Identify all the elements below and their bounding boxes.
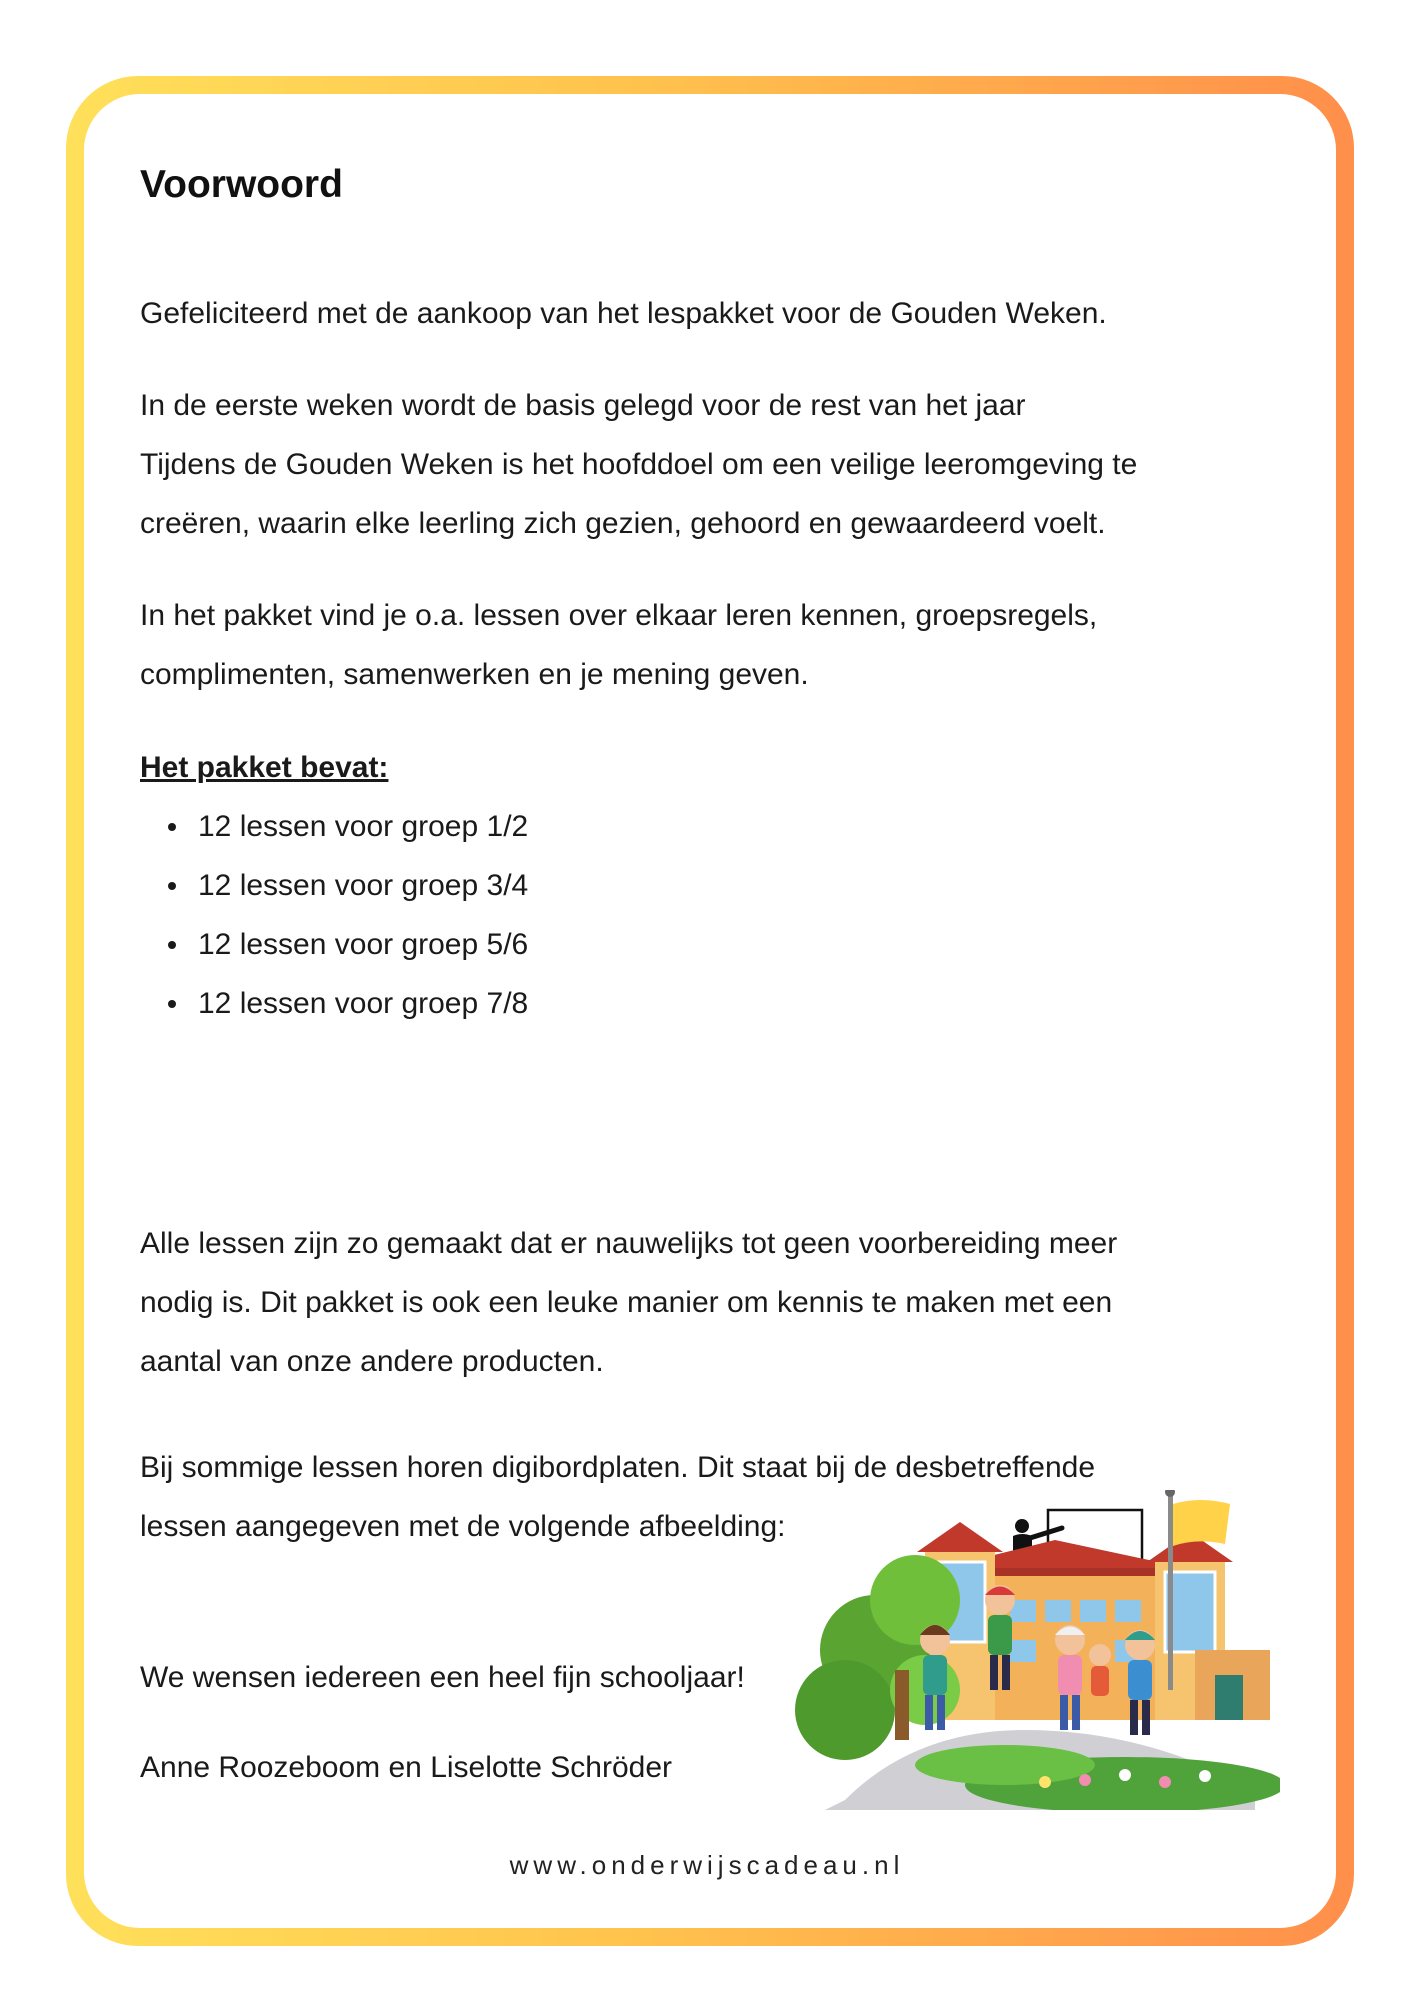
page-title: Voorwoord — [140, 163, 343, 206]
list-item — [140, 797, 528, 856]
document-content — [140, 158, 1270, 1784]
list-item-text: 12 lessen voor groep 5/6 — [198, 928, 529, 961]
paragraph-line: Anne Roozeboom en Liselotte Schröder — [140, 1751, 673, 1784]
paragraph-preparation — [140, 1214, 1117, 1391]
paragraph-line: nodig is. Dit pakket is ook een leuke manier om kennis te maken met een — [140, 1286, 1113, 1319]
paragraph-line: We wensen iedereen een heel fijn schooljaar! — [140, 1661, 745, 1694]
list-item-text: 12 lessen voor groep 7/8 — [198, 987, 529, 1020]
paragraph-line: Alle lessen zijn zo gemaakt dat er nauwelijks tot geen voorbereiding meer — [140, 1227, 1118, 1260]
footer-website: www.onderwijscadeau.nl — [509, 1850, 905, 1880]
paragraph-package-contents — [140, 586, 1097, 704]
paragraph-intro — [140, 284, 1107, 343]
bullet-icon — [168, 823, 176, 831]
paragraph-line: Tijdens de Gouden Weken is het hoofddoel om een veilige leeromgeving te — [140, 448, 1138, 481]
paragraph-golden-weeks — [140, 376, 1137, 553]
list-item — [140, 974, 528, 1033]
paragraph-line: Bij sommige lessen horen digibordplaten. Dit staat bij de desbetreffende — [140, 1451, 1096, 1484]
paragraph-line: lessen aangegeven met de volgende afbeelding: — [140, 1510, 786, 1543]
list-item — [140, 856, 528, 915]
paragraph-line: In het pakket vind je o.a. lessen over elkaar leren kennen, groepsregels, — [140, 599, 1098, 632]
paragraph-line: complimenten, samenwerken en je mening geven. — [140, 658, 809, 691]
lesson-list — [140, 797, 528, 1033]
paragraph-line: In de eerste weken wordt de basis gelegd voor de rest van het jaar — [140, 389, 1026, 422]
paragraph-authors — [140, 1738, 672, 1797]
list-item-text: 12 lessen voor groep 1/2 — [198, 810, 529, 843]
paragraph-line: aantal van onze andere producten. — [140, 1345, 604, 1378]
paragraph-wishes — [140, 1648, 745, 1707]
paragraph-line: Gefeliciteerd met de aankoop van het lespakket voor de Gouden Weken. — [140, 297, 1107, 330]
school-children-illustration — [785, 1490, 1280, 1810]
bullet-icon — [168, 882, 176, 890]
bullet-icon — [168, 941, 176, 949]
bullet-icon — [168, 1000, 176, 1008]
paragraph-line: creëren, waarin elke leerling zich gezien, gehoord en gewaardeerd voelt. — [140, 507, 1106, 540]
list-heading: Het pakket bevat: — [140, 751, 389, 784]
list-item-text: 12 lessen voor groep 3/4 — [198, 869, 529, 902]
list-item — [140, 915, 528, 974]
